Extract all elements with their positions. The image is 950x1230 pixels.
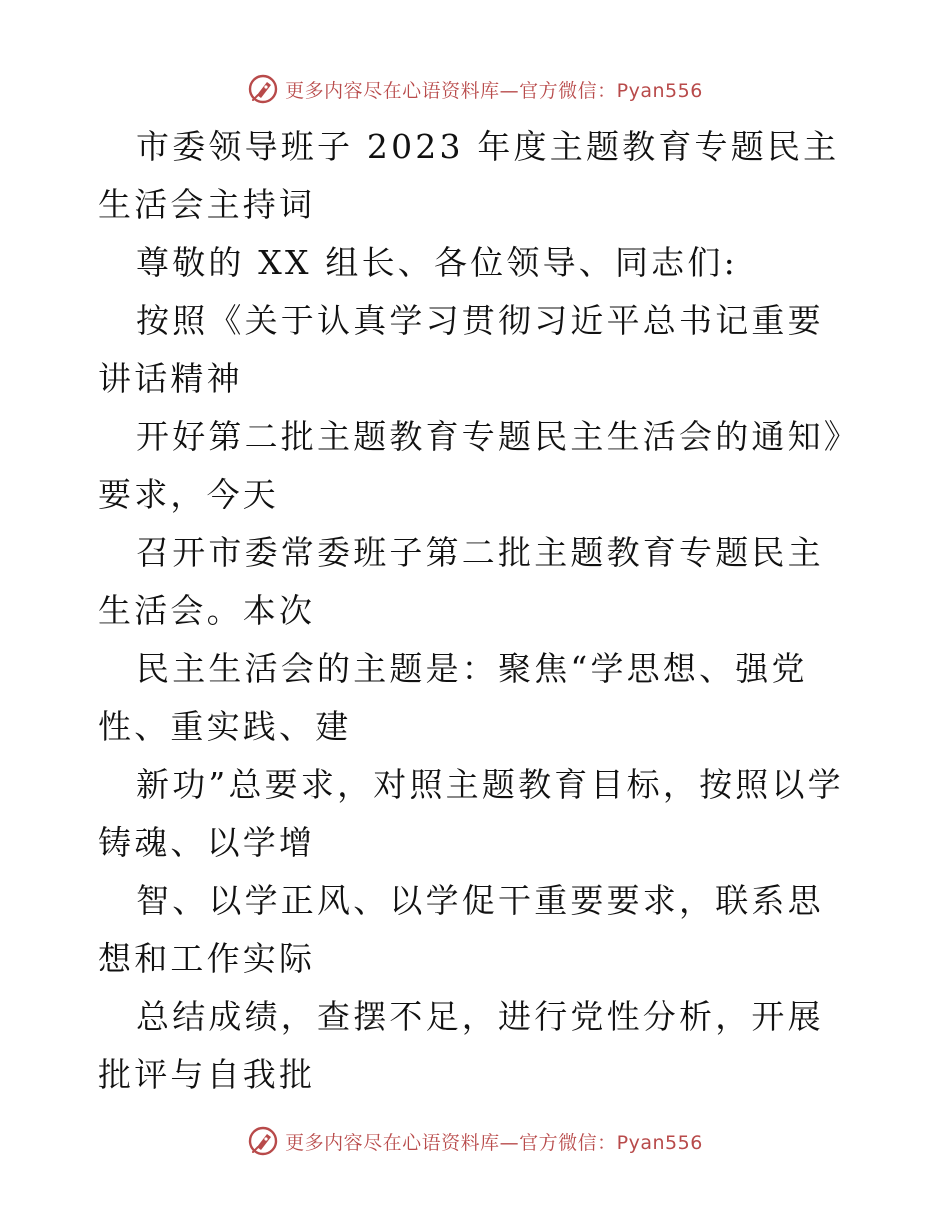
paragraph-line: 新功”总要求，对照主题教育目标，按照以学铸魂、以学增 — [98, 765, 844, 862]
paragraph-line: 智、以学正风、以学促干重要要求，联系思想和工作实际 — [98, 881, 824, 978]
pen-nib-circle-logo-icon — [247, 73, 279, 105]
document-body — [98, 118, 858, 1104]
salutation: 尊敬的 XX 组长、各位领导、同志们: — [136, 243, 738, 282]
header-watermark — [0, 72, 950, 106]
footer-watermark — [0, 1124, 950, 1158]
document-title: 市委领导班子 2023 年度主题教育专题民主生活会主持词 — [98, 127, 840, 224]
paragraph-line: 开好第二批主题教育专题民主生活会的通知》要求，今天 — [98, 417, 844, 514]
pen-nib-circle-logo-icon — [247, 1125, 279, 1157]
paragraph-line: 按照《关于认真学习贯彻习近平总书记重要讲话精神 — [98, 301, 824, 398]
paragraph-line: 召开市委常委班子第二批主题教育专题民主生活会。本次 — [98, 533, 824, 630]
header-watermark-text: 更多内容尽在心语资料库—官方微信：Pyan556 — [285, 79, 703, 102]
paragraph-line: 民主生活会的主题是：聚焦“学思想、强党性、重实践、建 — [98, 649, 808, 746]
footer-watermark-text: 更多内容尽在心语资料库—官方微信：Pyan556 — [285, 1131, 703, 1154]
paragraph-line: 总结成绩，查摆不足，进行党性分析，开展批评与自我批 — [98, 997, 824, 1094]
